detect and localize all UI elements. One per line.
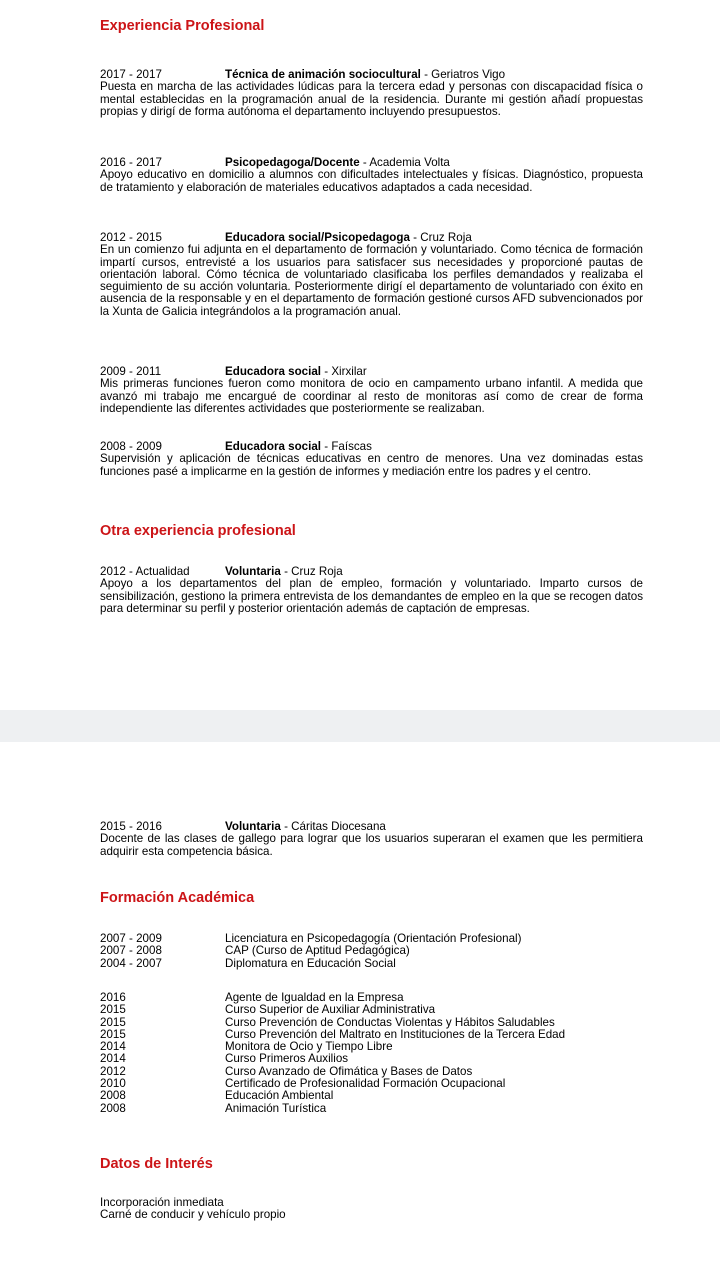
datos-list [100, 1197, 643, 1222]
datos-item: Incorporación inmediata [100, 1196, 224, 1209]
course-row [100, 1103, 643, 1115]
entry-description: Mis primeras funciones fueron como monitora de ocio en campamento urbano infantil. A medida que avanzó mi trabajo me encargué de coordinar al resto de monitoras así como de crear de forma independiente las diferentes actividades que posteriormente se realizaban. [100, 377, 643, 415]
section-title-experiencia: Experiencia Profesional [100, 18, 265, 34]
experience-entry [100, 69, 643, 118]
course-year: 2014 [100, 1052, 126, 1066]
course-title: Monitora de Ocio y Tiempo Libre [225, 1040, 393, 1054]
entry-org: - Cruz Roja [409, 231, 472, 244]
course-year: 2016 [100, 991, 126, 1004]
entry-role: Voluntaria [225, 820, 281, 833]
entry-role: Voluntaria [225, 565, 281, 578]
experience-entry [100, 232, 643, 318]
degree-row [100, 958, 643, 970]
entry-org: - Xirxilar [321, 365, 367, 378]
section-formacion [100, 890, 643, 907]
course-title: Certificado de Profesionalidad Formación Ocupacional [225, 1077, 506, 1091]
experience-entry [100, 566, 643, 615]
entry-dates: 2017 - 2017 [100, 68, 162, 81]
entry-description: En un comienzo fui adjunta en el departamento de formación y voluntariado. Como técnica de formación impartí cursos, entrevisté a los usuarios para satisfacer sus necesidades y proporcioné pautas de orientación laboral. Cómo técnica de voluntariado clasificaba los perfiles demandados y realizaba el seguimiento de su acción voluntaria. Posteriormente dirigí el departamento de voluntariado con éxito en ausencia de la responsable y en el departamento de formación gestioné cursos AFD subvencionados por la Xunta de Galicia integrándolos a la programación anual. [100, 243, 643, 318]
datos-item: Carné de conducir y vehículo propio [100, 1208, 286, 1222]
document-page-2 [0, 742, 720, 1280]
section-datos [100, 1156, 643, 1173]
degree-dates: 2007 - 2009 [100, 932, 162, 945]
experience-entry [100, 441, 643, 478]
course-row [100, 1053, 643, 1065]
entry-dates: 2009 - 2011 [100, 365, 162, 378]
course-title: Curso Prevención de Conductas Violentas y Hábitos Saludables [225, 1015, 555, 1029]
entry-description: Apoyo educativo en domicilio a alumnos con dificultades intelectuales y físicas. Diagnóstico, propuesta de tratamiento y elaboración de materiales educativos adaptados a cada necesidad. [100, 168, 643, 194]
experience-entry [100, 157, 643, 194]
course-row [100, 1004, 643, 1016]
experience-entry [100, 821, 643, 858]
section-otra [100, 523, 643, 540]
degree-title: CAP (Curso de Aptitud Pedagógica) [225, 944, 410, 958]
course-title: Curso Prevención del Maltrato en Instituciones de la Tercera Edad [225, 1027, 566, 1041]
course-title: Educación Ambiental [225, 1089, 334, 1103]
entry-role: Educadora social/Psicopedagoga [225, 231, 410, 244]
entry-description: Docente de las clases de gallego para lograr que los usuarios superaran el examen que les permitiera adquirir esta competencia básica. [100, 832, 643, 858]
section-title-datos: Datos de Interés [100, 1156, 213, 1172]
course-title: Curso Primeros Auxilios [225, 1052, 349, 1066]
page-separator [0, 710, 720, 742]
entry-dates: 2012 - Actualidad [100, 565, 190, 578]
entry-org: - Geriatros Vigo [420, 68, 506, 81]
course-year: 2015 [100, 1027, 126, 1041]
experience-entry [100, 366, 643, 415]
course-list [100, 992, 643, 1115]
entry-dates: 2016 - 2017 [100, 156, 162, 169]
entry-org: - Cáritas Diocesana [280, 820, 386, 833]
degree-list [100, 933, 643, 970]
section-title-formacion: Formación Académica [100, 890, 255, 906]
entry-org: - Cruz Roja [280, 565, 343, 578]
degree-title: Diplomatura en Educación Social [225, 956, 396, 970]
entry-role: Psicopedagoga/Docente [225, 156, 360, 169]
course-year: 2010 [100, 1077, 126, 1091]
course-year: 2014 [100, 1040, 126, 1054]
entry-dates: 2008 - 2009 [100, 440, 162, 453]
course-title: Curso Avanzado de Ofimática y Bases de Datos [225, 1064, 473, 1078]
entry-role: Técnica de animación sociocultural [225, 68, 421, 81]
entry-dates: 2015 - 2016 [100, 820, 162, 833]
entry-dates: 2012 - 2015 [100, 231, 162, 244]
course-row [100, 1078, 643, 1090]
course-row [100, 1041, 643, 1053]
entry-org: - Academia Volta [359, 156, 450, 169]
degree-dates: 2007 - 2008 [100, 944, 162, 958]
entry-org: - Faíscas [321, 440, 372, 453]
course-year: 2015 [100, 1003, 126, 1017]
course-title: Animación Turística [225, 1101, 327, 1115]
entry-description: Apoyo a los departamentos del plan de empleo, formación y voluntariado. Imparto cursos de sensibilización, gestiono la primera entrevista de los demandantes de empleo en la que se recogen datos para determinar su perfil y posterior orientación además de captación de empresas. [100, 577, 643, 615]
degree-dates: 2004 - 2007 [100, 956, 162, 970]
entry-description: Supervisión y aplicación de técnicas educativas en centro de menores. Una vez dominadas estas funciones pasé a implicarme en la gestión de informes y mediación entre los padres y el centro. [100, 452, 643, 478]
course-year: 2012 [100, 1064, 126, 1078]
entry-role: Educadora social [225, 365, 322, 378]
section-experiencia [100, 18, 643, 35]
entry-role: Educadora social [225, 440, 322, 453]
course-year: 2015 [100, 1015, 126, 1029]
section-title-otra: Otra experiencia profesional [100, 523, 296, 539]
course-title: Curso Superior de Auxiliar Administrativa [225, 1003, 436, 1017]
degree-title: Licenciatura en Psicopedagogía (Orientación Profesional) [225, 932, 522, 945]
degree-row [100, 945, 643, 957]
course-year: 2008 [100, 1089, 126, 1103]
course-row [100, 1090, 643, 1102]
course-title: Agente de Igualdad en la Empresa [225, 991, 404, 1004]
course-year: 2008 [100, 1101, 126, 1115]
entry-description: Puesta en marcha de las actividades lúdicas para la tercera edad y personas con discapacidad física o mental establecidas en la programación anual de la residencia. Durante mi gestión añadí propuestas propias y dirigí de forma autónoma el departamento incluyendo presupuestos. [100, 80, 643, 118]
